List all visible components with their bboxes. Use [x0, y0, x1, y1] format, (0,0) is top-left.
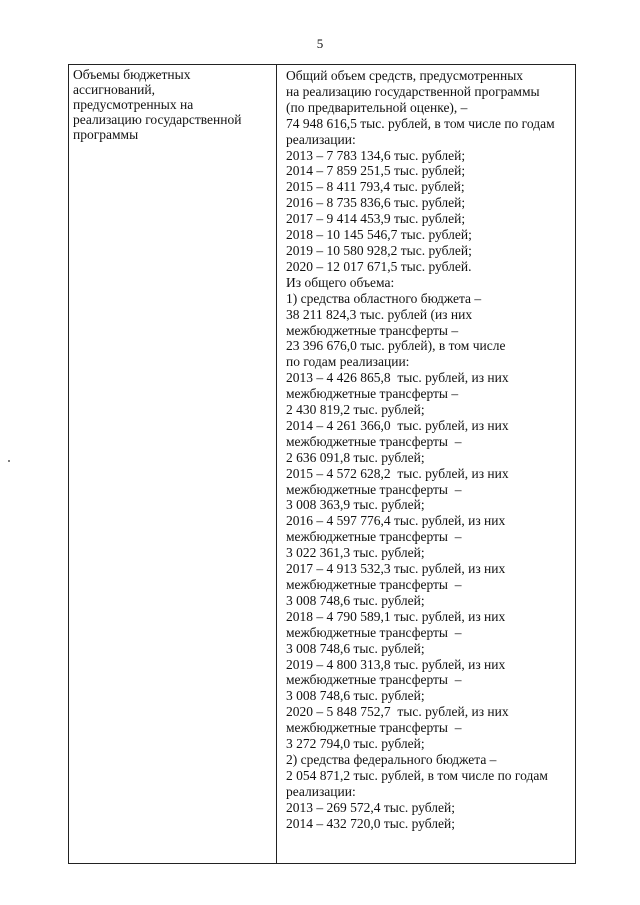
right-cell-line: 2020 – 5 848 752,7 тыс. рублей, из них — [286, 704, 509, 720]
right-cell-line: 2013 – 7 783 134,6 тыс. рублей; — [286, 147, 466, 163]
right-cell-line: 38 211 824,3 тыс. рублей (из них — [286, 306, 473, 322]
right-cell-line: реализации: — [286, 783, 356, 799]
right-cell-line: 1) средства областного бюджета – — [286, 290, 482, 306]
right-cell-line: 2 636 091,8 тыс. рублей; — [286, 449, 425, 465]
left-cell-line: реализацию государственной — [73, 111, 242, 127]
right-cell-line: 2017 – 9 414 453,9 тыс. рублей; — [286, 211, 466, 227]
table-right-cell — [277, 65, 575, 863]
right-cell-line: межбюджетные трансферты – — [286, 322, 459, 338]
right-cell-line: 23 396 676,0 тыс. рублей), в том числе — [286, 338, 506, 354]
right-cell-line: 2015 – 8 411 793,4 тыс. рублей; — [286, 179, 465, 195]
right-cell-line: межбюджетные трансферты – — [286, 386, 459, 402]
right-cell-line: межбюджетные трансферты – — [286, 433, 462, 449]
right-cell-line: 2019 – 10 580 928,2 тыс. рублей; — [286, 242, 472, 258]
right-cell-line: 3 008 748,6 тыс. рублей; — [286, 592, 425, 608]
right-cell-line: 2016 – 8 735 836,6 тыс. рублей; — [286, 195, 466, 211]
right-cell-line: 2018 – 4 790 589,1 тыс. рублей, из них — [286, 608, 506, 624]
right-cell-line: 2014 – 432 720,0 тыс. рублей; — [286, 815, 455, 831]
left-cell-line: ассигнований, — [73, 81, 155, 97]
right-cell-line: реализации: — [286, 131, 356, 147]
right-cell-line: 3 008 363,9 тыс. рублей; — [286, 497, 425, 513]
right-cell-line: межбюджетные трансферты – — [286, 720, 462, 736]
right-cell-line: межбюджетные трансферты – — [286, 481, 462, 497]
right-cell-line: 3 272 794,0 тыс. рублей; — [286, 736, 425, 752]
right-cell-line: 2019 – 4 800 313,8 тыс. рублей, из них — [286, 656, 506, 672]
budget-table — [68, 64, 576, 864]
right-cell-line: 2016 – 4 597 776,4 тыс. рублей, из них — [286, 513, 506, 529]
right-cell-line: 3 008 748,6 тыс. рублей; — [286, 688, 425, 704]
right-cell-line: 2 430 819,2 тыс. рублей; — [286, 402, 425, 418]
right-cell-line: 3 008 748,6 тыс. рублей; — [286, 640, 425, 656]
right-cell-line: на реализацию государственной программы — [286, 83, 540, 99]
right-cell-line: 3 022 361,3 тыс. рублей; — [286, 545, 425, 561]
right-cell-line: межбюджетные трансферты – — [286, 624, 462, 640]
right-cell-line: Общий объем средств, предусмотренных — [286, 68, 524, 83]
right-cell-line: 2014 – 7 859 251,5 тыс. рублей; — [286, 163, 466, 179]
right-cell-line: (по предварительной оценке), – — [286, 99, 468, 115]
left-cell-line: программы — [73, 126, 139, 142]
right-cell-line: Из общего объема: — [286, 274, 395, 290]
right-cell-line: 2020 – 12 017 671,5 тыс. рублей. — [286, 258, 472, 274]
right-cell-line: 2014 – 4 261 366,0 тыс. рублей, из них — [286, 417, 509, 433]
right-cell-line: по годам реализации: — [286, 354, 410, 370]
right-cell-line: межбюджетные трансферты – — [286, 577, 462, 592]
right-cell-line: 74 948 616,5 тыс. рублей, в том числе по годам — [286, 115, 555, 131]
right-cell-line: 2 054 871,2 тыс. рублей, в том числе по годам — [286, 767, 548, 783]
right-cell-line: межбюджетные трансферты – — [286, 529, 462, 545]
right-cell-line: 2013 – 269 572,4 тыс. рублей; — [286, 799, 455, 815]
left-cell-line: Объемы бюджетных — [73, 67, 191, 82]
right-cell-line: 2018 – 10 145 546,7 тыс. рублей; — [286, 227, 472, 243]
right-cell-line: 2) средства федерального бюджета – — [286, 751, 497, 767]
right-cell-line: 2013 – 4 426 865,8 тыс. рублей, из них — [286, 370, 509, 386]
right-cell-line: 2015 – 4 572 628,2 тыс. рублей, из них — [286, 465, 509, 481]
scan-margin-mark — [8, 460, 10, 462]
left-cell-line: предусмотренных на — [73, 96, 194, 112]
table-left-cell — [69, 65, 277, 863]
page-number: 5 — [316, 36, 324, 51]
right-cell-line: межбюджетные трансферты – — [286, 672, 462, 688]
right-cell-line: 2017 – 4 913 532,3 тыс. рублей, из них — [286, 561, 506, 577]
